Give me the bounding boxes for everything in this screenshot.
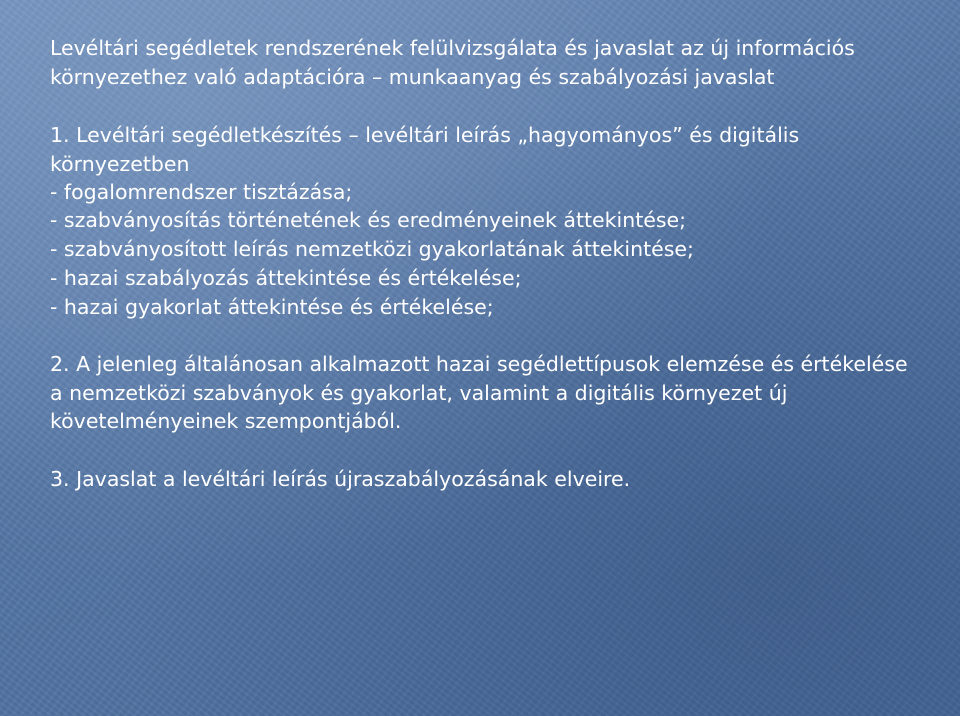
section-2-line-1: 2. A jelenleg általánosan alkalmazott hazai segédlettípusok elemzése és értékelése — [50, 352, 908, 376]
title-line-1: Levéltári segédletek rendszerének felülvizsgálata és javaslat az új információs — [50, 36, 855, 60]
section-1-heading-line-1: 1. Levéltári segédletkészítés – levéltári leírás „hagyományos” és digitális — [50, 123, 800, 147]
section-3-line-1: 3. Javaslat a levéltári leírás újraszabályozásának elveire. — [50, 467, 631, 491]
section-1-heading-line-2: környezetben — [50, 152, 190, 176]
section-1-item: - hazai szabályozás áttekintése és értékelése; — [50, 266, 522, 290]
section-2-line-2: a nemzetközi szabványok és gyakorlat, valamint a digitális környezet új — [50, 381, 788, 405]
section-1-item: - hazai gyakorlat áttekintése és értékelése; — [50, 295, 494, 319]
section-2-line-3: követelményeinek szempontjából. — [50, 409, 402, 433]
section-1-item: - szabványosított leírás nemzetközi gyakorlatának áttekintése; — [50, 237, 694, 261]
section-1-item: - szabványosítás történetének és eredményeinek áttekintése; — [50, 208, 687, 232]
section-1-item: - fogalomrendszer tisztázása; — [50, 180, 353, 204]
title-line-2: környezethez való adaptációra – munkaanyag és szabályozási javaslat — [50, 65, 775, 89]
